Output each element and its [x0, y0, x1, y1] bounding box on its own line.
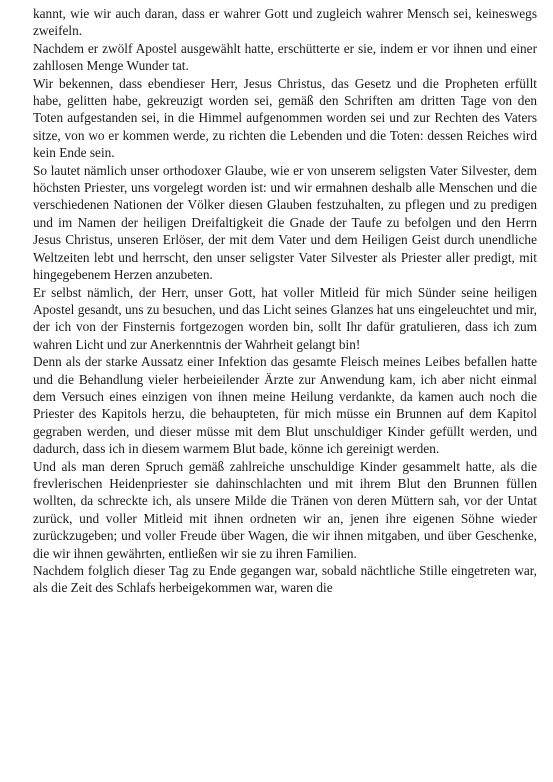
- paragraph-2: Nachdem er zwölf Apostel ausgewählt hatte, erschütterte er sie, indem er vor ihnen und einer zahllosen Menge Wunder tat.: [33, 40, 537, 74]
- paragraph-3: Wir bekennen, dass ebendieser Herr, Jesus Christus, das Gesetz und die Propheten erfüllt habe, gelitten habe, gekreuzigt worden sei, gemäß den Schriften am dritten Tage von den Toten aufgestanden sei, in die Himmel aufgenommen worden sei und zur Rechten des Vaters sitze, von wo er kommen werde, zu richten die Lebenden und die Toten: dessen Reiches wird kein Ende sein.: [33, 75, 537, 161]
- paragraph-1: kannt, wie wir auch daran, dass er wahrer Gott und zugleich wahrer Mensch sei, keineswegs zweifeln.: [33, 6, 537, 39]
- paragraph-4: So lautet nämlich unser orthodoxer Glaube, wie er von unserem seligsten Vater Silvester, dem höchsten Priester, uns vorgelegt worden ist: und wir ermahnen deshalb alle Menschen und die verschiedenen Nationen der Völker diesen Glauben festzuhalten, zu pflegen und zu predigen und im Namen der heiligen Dreifaltigkeit die Gnade der Taufe zu befolgen und den Herrn Jesus Christus, unseren Erlöser, der mit dem Vater und dem Heiligen Geist durch unendliche Weltzeiten lebt und herrscht, den unser seligster Vater Silvester als Priester aller predigt, mit hingegebenem Herzen anzubeten.: [33, 162, 537, 283]
- paragraph-7: Und als man deren Spruch gemäß zahlreiche unschuldige Kinder gesammelt hatte, als die frevlerischen Heidenpriester sie dahinschlachten und mit ihrem Blut den Brunnen füllen wollten, da schreckte ich, als unsere Milde die Tränen von deren Müttern sah, vor der Untat zurück, und voller Mitleid mit ihnen ordneten wir an, jenen ihre eigenen Söhne wieder zurückzugeben; und voller Freude über Wagen, die wir ihnen mitgaben, und über Geschenke, die wir ihnen gewährten, entließen wir sie zu ihren Familien.: [33, 458, 537, 561]
- paragraph-5: Er selbst nämlich, der Herr, unser Gott, hat voller Mitleid für mich Sünder seine heiligen Apostel gesandt, uns zu besuchen, und das Licht seines Glanzes hat uns eingeleuchtet und mir, der ich von der Finsternis fortgezogen worden bin, sollt Ihr dafür gratulieren, dass ich zum wahren Licht und zur Anerkenntnis der Wahrheit gelangt bin!: [33, 284, 537, 352]
- paragraph-8: Nachdem folglich dieser Tag zu Ende gegangen war, sobald nächtliche Stille eingetreten war, als die Zeit des Schlafs herbeigekommen war, waren die: [33, 563, 537, 596]
- paragraph-6: Denn als der starke Aussatz einer Infektion das gesamte Fleisch meines Leibes befallen hatte und die Behandlung vieler herbeieilender Ärzte zur Anwendung kam, ich aber nicht einmal dem Versuch eines einzigen von ihnen meine Heilung verdankte, da kamen auch noch die Priester des Kapitols herzu, die behaupteten, für mich müsse ein Brunnen auf dem Kapitol gegraben werden, und dieser müsse mit dem Blut unschuldiger Kinder gefüllt werden, und dadurch, dass ich in diesem warmem Blut bade, könne ich gereinigt werden.: [33, 354, 537, 457]
